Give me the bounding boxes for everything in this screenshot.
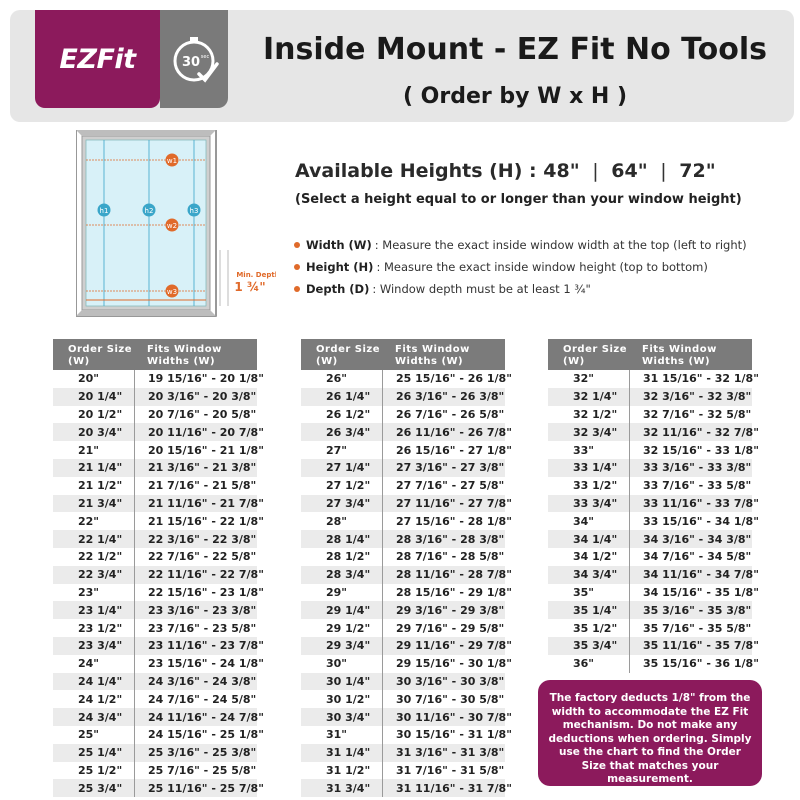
timer-badge [160, 10, 228, 108]
table-row [548, 495, 759, 513]
fits-width-cell: 29 11/16" - 29 7/8" [396, 639, 512, 653]
fits-width-cell: 30 11/16" - 30 7/8" [396, 710, 512, 724]
fits-width-cell: 26 7/16" - 26 5/8" [396, 407, 505, 421]
header-line: Widths (W) [642, 356, 711, 367]
header-line: (W) [563, 356, 585, 367]
fits-width-cell: 31 11/16" - 31 7/8" [396, 781, 512, 795]
table-row [53, 406, 257, 424]
order-size-cell: 23 1/4" [53, 601, 135, 619]
order-size-cell: 33 1/4" [548, 459, 630, 477]
fits-width-cell: 31 15/16" - 32 1/8" [643, 372, 759, 386]
header-line: Widths (W) [395, 356, 464, 367]
table-row [53, 673, 257, 691]
order-size-cell: 21 3/4" [53, 495, 135, 513]
fits-width-cell: 30 3/16" - 30 3/8" [396, 674, 505, 688]
order-size-cell: 26 1/2" [301, 406, 383, 424]
order-size-cell: 20" [53, 370, 135, 388]
table-row [301, 779, 512, 797]
order-size-cell: 28" [301, 512, 383, 530]
fits-width-header [630, 339, 752, 370]
order-size-cell: 35 1/2" [548, 619, 630, 637]
window-diagram [76, 130, 276, 322]
table-row [53, 619, 257, 637]
order-size-cell: 25 1/2" [53, 762, 135, 780]
table-row [548, 655, 759, 673]
order-size-cell: 22 1/4" [53, 530, 135, 548]
fits-width-cell: 32 15/16" - 33 1/8" [643, 443, 759, 457]
order-size-cell: 31 3/4" [301, 779, 383, 797]
table-row [301, 566, 512, 584]
table-header [301, 339, 505, 370]
bullet-dot-icon [294, 242, 300, 248]
size-table-1 [53, 339, 264, 797]
bullet-text: : Measure the exact inside window height (top to bottom) [376, 260, 708, 274]
table-row [53, 779, 264, 797]
order-size-cell: 26 1/4" [301, 388, 383, 406]
table-row [301, 708, 512, 726]
bullet-dot-icon [294, 264, 300, 270]
fits-width-cell: 33 3/16" - 33 3/8" [643, 461, 752, 475]
fits-width-cell: 31 3/16" - 31 3/8" [396, 746, 505, 760]
fits-width-cell: 21 15/16" - 22 1/8" [148, 514, 264, 528]
fits-width-cell: 33 7/16" - 33 5/8" [643, 479, 752, 493]
fits-width-cell: 28 15/16" - 29 1/8" [396, 585, 512, 599]
order-size-cell: 21 1/2" [53, 477, 135, 495]
order-size-cell: 33 1/2" [548, 477, 630, 495]
order-size-cell: 31 1/2" [301, 762, 383, 780]
fits-width-cell: 34 11/16" - 34 7/8" [643, 568, 759, 582]
bullet-label: Height (H) [306, 260, 374, 274]
bullet-height [294, 256, 747, 278]
order-size-cell: 35 1/4" [548, 601, 630, 619]
order-size-cell: 23 3/4" [53, 637, 135, 655]
order-size-cell: 32 3/4" [548, 423, 630, 441]
table-row [548, 459, 752, 477]
table-row [53, 512, 264, 530]
order-size-cell: 29 1/4" [301, 601, 383, 619]
table-row [301, 388, 505, 406]
table-row [548, 423, 759, 441]
size-table-3 [548, 339, 759, 673]
table-row [301, 584, 512, 602]
table-row [548, 370, 759, 388]
table-row [301, 601, 505, 619]
fits-width-cell: 34 3/16" - 34 3/8" [643, 532, 752, 546]
order-size-cell: 34 3/4" [548, 566, 630, 584]
fits-width-cell: 23 15/16" - 24 1/8" [148, 657, 264, 671]
order-size-cell: 27 1/4" [301, 459, 383, 477]
fits-width-cell: 26 15/16" - 27 1/8" [396, 443, 512, 457]
fits-width-cell: 27 15/16" - 28 1/8" [396, 514, 512, 528]
table-body [53, 370, 264, 797]
fits-width-cell: 28 11/16" - 28 7/8" [396, 568, 512, 582]
fits-width-cell: 34 7/16" - 34 5/8" [643, 550, 752, 564]
fits-width-cell: 29 7/16" - 29 5/8" [396, 621, 505, 635]
table-row [548, 637, 759, 655]
table-row [301, 441, 512, 459]
order-size-cell: 25 1/4" [53, 744, 135, 762]
height-64: 64" [611, 160, 648, 182]
header-line: Widths (W) [147, 356, 216, 367]
table-row [301, 673, 505, 691]
height-instruction: (Select a height equal to or longer than your window height) [295, 192, 742, 207]
table-row [301, 655, 512, 673]
fits-width-cell: 21 3/16" - 21 3/8" [148, 461, 257, 475]
order-size-cell: 24 1/4" [53, 673, 135, 691]
fits-width-cell: 24 15/16" - 25 1/8" [148, 728, 264, 742]
w1-label: w1 [166, 157, 178, 165]
table-row [301, 370, 512, 388]
order-size-cell: 22 3/4" [53, 566, 135, 584]
order-size-cell: 28 1/2" [301, 548, 383, 566]
order-size-cell: 26 3/4" [301, 423, 383, 441]
order-size-cell: 27" [301, 441, 383, 459]
fits-width-cell: 22 15/16" - 23 1/8" [148, 585, 264, 599]
order-size-cell: 34" [548, 512, 630, 530]
fits-width-cell: 20 3/16" - 20 3/8" [148, 390, 257, 404]
header-line: Fits Window [147, 344, 222, 355]
header-line: (W) [68, 356, 90, 367]
order-size-cell: 33" [548, 441, 630, 459]
page-title: Inside Mount - EZ Fit No Tools [262, 32, 768, 67]
fits-width-cell: 25 3/16" - 25 3/8" [148, 746, 257, 760]
fits-width-cell: 22 7/16" - 22 5/8" [148, 550, 257, 564]
order-size-cell: 21" [53, 441, 135, 459]
order-size-cell: 32" [548, 370, 630, 388]
table-row [301, 459, 505, 477]
table-row [548, 441, 759, 459]
table-row [301, 619, 505, 637]
table-row [301, 744, 505, 762]
table-row [301, 423, 512, 441]
table-row [53, 708, 264, 726]
brand-logo [35, 10, 160, 108]
fits-width-cell: 27 3/16" - 27 3/8" [396, 461, 505, 475]
table-row [301, 637, 512, 655]
order-size-header [548, 339, 630, 370]
order-size-cell: 25 3/4" [53, 779, 135, 797]
order-size-cell: 30" [301, 655, 383, 673]
order-size-cell: 24" [53, 655, 135, 673]
fits-width-cell: 27 7/16" - 27 5/8" [396, 479, 505, 493]
min-depth-label: Min. Depth [236, 271, 276, 279]
table-row [548, 530, 752, 548]
order-size-cell: 25" [53, 726, 135, 744]
order-size-cell: 27 1/2" [301, 477, 383, 495]
order-size-cell: 20 3/4" [53, 423, 135, 441]
fits-width-cell: 22 3/16" - 22 3/8" [148, 532, 257, 546]
table-row [548, 388, 752, 406]
h1-label: h1 [99, 207, 109, 215]
table-row [53, 584, 264, 602]
bullet-depth [294, 278, 747, 300]
table-row [548, 406, 752, 424]
table-row [53, 601, 257, 619]
order-size-cell: 21 1/4" [53, 459, 135, 477]
table-row [301, 477, 505, 495]
order-size-cell: 31" [301, 726, 383, 744]
w2-label: w2 [166, 222, 178, 230]
w3-label: w3 [166, 288, 178, 296]
fits-width-cell: 35 15/16" - 36 1/8" [643, 657, 759, 671]
h2-label: h2 [144, 207, 154, 215]
order-size-cell: 33 3/4" [548, 495, 630, 513]
bullet-dot-icon [294, 286, 300, 292]
table-row [53, 423, 264, 441]
fits-width-cell: 30 7/16" - 30 5/8" [396, 692, 505, 706]
h3-label: h3 [189, 207, 199, 215]
order-size-cell: 31 1/4" [301, 744, 383, 762]
table-row [53, 441, 264, 459]
table-row [53, 690, 257, 708]
table-row [301, 726, 512, 744]
table-row [53, 566, 264, 584]
fits-width-cell: 20 7/16" - 20 5/8" [148, 407, 257, 421]
order-size-cell: 35" [548, 584, 630, 602]
table-row [53, 744, 257, 762]
table-row [301, 548, 505, 566]
order-size-cell: 29 3/4" [301, 637, 383, 655]
table-row [548, 619, 752, 637]
height-48: 48" [543, 160, 580, 182]
order-size-header [53, 339, 135, 370]
table-row [53, 459, 257, 477]
table-body [301, 370, 512, 797]
table-row [53, 477, 257, 495]
fits-width-cell: 31 7/16" - 31 5/8" [396, 763, 505, 777]
table-row [548, 566, 759, 584]
fits-width-cell: 26 11/16" - 26 7/8" [396, 425, 512, 439]
fits-width-header [135, 339, 257, 370]
table-body [548, 370, 759, 673]
fits-width-cell: 32 7/16" - 32 5/8" [643, 407, 752, 421]
fits-width-cell: 35 7/16" - 35 5/8" [643, 621, 752, 635]
fits-width-cell: 24 7/16" - 24 5/8" [148, 692, 257, 706]
available-heights [295, 160, 716, 182]
order-size-cell: 24 3/4" [53, 708, 135, 726]
page-subtitle: ( Order by W x H ) [402, 84, 628, 109]
order-size-cell: 30 1/4" [301, 673, 383, 691]
fits-width-cell: 21 11/16" - 21 7/8" [148, 496, 264, 510]
order-size-cell: 32 1/2" [548, 406, 630, 424]
table-row [53, 530, 257, 548]
table-row [53, 726, 264, 744]
fits-width-cell: 26 3/16" - 26 3/8" [396, 390, 505, 404]
order-size-cell: 28 1/4" [301, 530, 383, 548]
fits-width-cell: 24 11/16" - 24 7/8" [148, 710, 264, 724]
order-size-cell: 32 1/4" [548, 388, 630, 406]
order-size-cell: 24 1/2" [53, 690, 135, 708]
order-size-header [301, 339, 383, 370]
fits-width-cell: 30 15/16" - 31 1/8" [396, 728, 512, 742]
order-size-cell: 23 1/2" [53, 619, 135, 637]
table-row [301, 495, 512, 513]
order-size-cell: 35 3/4" [548, 637, 630, 655]
header-line: Order Size [316, 344, 381, 355]
fits-width-cell: 28 3/16" - 28 3/8" [396, 532, 505, 546]
order-size-cell: 34 1/4" [548, 530, 630, 548]
size-table-2 [301, 339, 512, 797]
order-size-cell: 36" [548, 655, 630, 673]
header-line: (W) [316, 356, 338, 367]
table-row [301, 406, 505, 424]
timer-unit: sec [200, 54, 210, 60]
table-row [53, 655, 264, 673]
fits-width-header [383, 339, 505, 370]
table-row [53, 762, 257, 780]
fits-width-cell: 32 3/16" - 32 3/8" [643, 390, 752, 404]
fits-width-cell: 25 15/16" - 26 1/8" [396, 372, 512, 386]
table-row [301, 762, 505, 780]
separator: | [660, 160, 667, 182]
header-line: Fits Window [395, 344, 470, 355]
bullet-label: Depth (D) [306, 282, 370, 296]
header-banner [10, 10, 794, 122]
fits-width-cell: 34 15/16" - 35 1/8" [643, 585, 759, 599]
height-72: 72" [679, 160, 716, 182]
deduction-note: The factory deducts 1/8" from the width to accommodate the EZ Fit mechanism. Do not make any deductions when ordering. Simply use the chart to find the Order Size that matches your measurement. [538, 680, 762, 786]
table-row [53, 637, 264, 655]
table-row [53, 388, 257, 406]
table-header [53, 339, 257, 370]
fits-width-cell: 33 11/16" - 33 7/8" [643, 496, 759, 510]
fits-width-cell: 19 15/16" - 20 1/8" [148, 372, 264, 386]
fits-width-cell: 22 11/16" - 22 7/8" [148, 568, 264, 582]
timer-label: 30 [181, 55, 201, 70]
table-row [301, 530, 505, 548]
table-row [53, 495, 264, 513]
order-size-cell: 22 1/2" [53, 548, 135, 566]
table-header [548, 339, 752, 370]
table-row [548, 548, 752, 566]
order-size-cell: 34 1/2" [548, 548, 630, 566]
fits-width-cell: 33 15/16" - 34 1/8" [643, 514, 759, 528]
bullet-text: : Measure the exact inside window width at the top (left to right) [374, 238, 747, 252]
fits-width-cell: 23 7/16" - 23 5/8" [148, 621, 257, 635]
logo-text: EZFit [59, 43, 136, 75]
table-row [301, 690, 505, 708]
order-size-cell: 29" [301, 584, 383, 602]
fits-width-cell: 27 11/16" - 27 7/8" [396, 496, 512, 510]
fits-width-cell: 23 3/16" - 23 3/8" [148, 603, 257, 617]
header-line: Order Size [563, 344, 628, 355]
order-size-cell: 22" [53, 512, 135, 530]
bullet-label: Width (W) [306, 238, 372, 252]
order-size-cell: 30 3/4" [301, 708, 383, 726]
order-size-cell: 29 1/2" [301, 619, 383, 637]
fits-width-cell: 35 11/16" - 35 7/8" [643, 639, 759, 653]
min-depth-value: 1 ¾" [234, 280, 266, 294]
bullet-width [294, 234, 747, 256]
separator: | [592, 160, 599, 182]
table-row [548, 601, 752, 619]
fits-width-cell: 29 3/16" - 29 3/8" [396, 603, 505, 617]
table-row [548, 584, 759, 602]
fits-width-cell: 35 3/16" - 35 3/8" [643, 603, 752, 617]
heights-prefix: Available Heights (H) : [295, 160, 537, 182]
order-size-cell: 27 3/4" [301, 495, 383, 513]
table-row [301, 512, 512, 530]
fits-width-cell: 28 7/16" - 28 5/8" [396, 550, 505, 564]
fits-width-cell: 21 7/16" - 21 5/8" [148, 479, 257, 493]
order-size-cell: 28 3/4" [301, 566, 383, 584]
table-row [53, 548, 257, 566]
order-size-cell: 26" [301, 370, 383, 388]
order-size-cell: 20 1/4" [53, 388, 135, 406]
fits-width-cell: 25 11/16" - 25 7/8" [148, 781, 264, 795]
fits-width-cell: 23 11/16" - 23 7/8" [148, 639, 264, 653]
order-size-cell: 23" [53, 584, 135, 602]
order-size-cell: 20 1/2" [53, 406, 135, 424]
measurement-instructions [294, 234, 747, 300]
fits-width-cell: 20 15/16" - 21 1/8" [148, 443, 264, 457]
bullet-text: : Window depth must be at least 1 ¾" [372, 282, 591, 296]
fits-width-cell: 20 11/16" - 20 7/8" [148, 425, 264, 439]
table-row [548, 477, 752, 495]
stopwatch-icon [169, 34, 219, 84]
table-row [548, 512, 759, 530]
fits-width-cell: 29 15/16" - 30 1/8" [396, 657, 512, 671]
fits-width-cell: 24 3/16" - 24 3/8" [148, 674, 257, 688]
table-row [53, 370, 264, 388]
header-line: Order Size [68, 344, 133, 355]
order-size-cell: 30 1/2" [301, 690, 383, 708]
fits-width-cell: 32 11/16" - 32 7/8" [643, 425, 759, 439]
header-line: Fits Window [642, 344, 717, 355]
fits-width-cell: 25 7/16" - 25 5/8" [148, 763, 257, 777]
